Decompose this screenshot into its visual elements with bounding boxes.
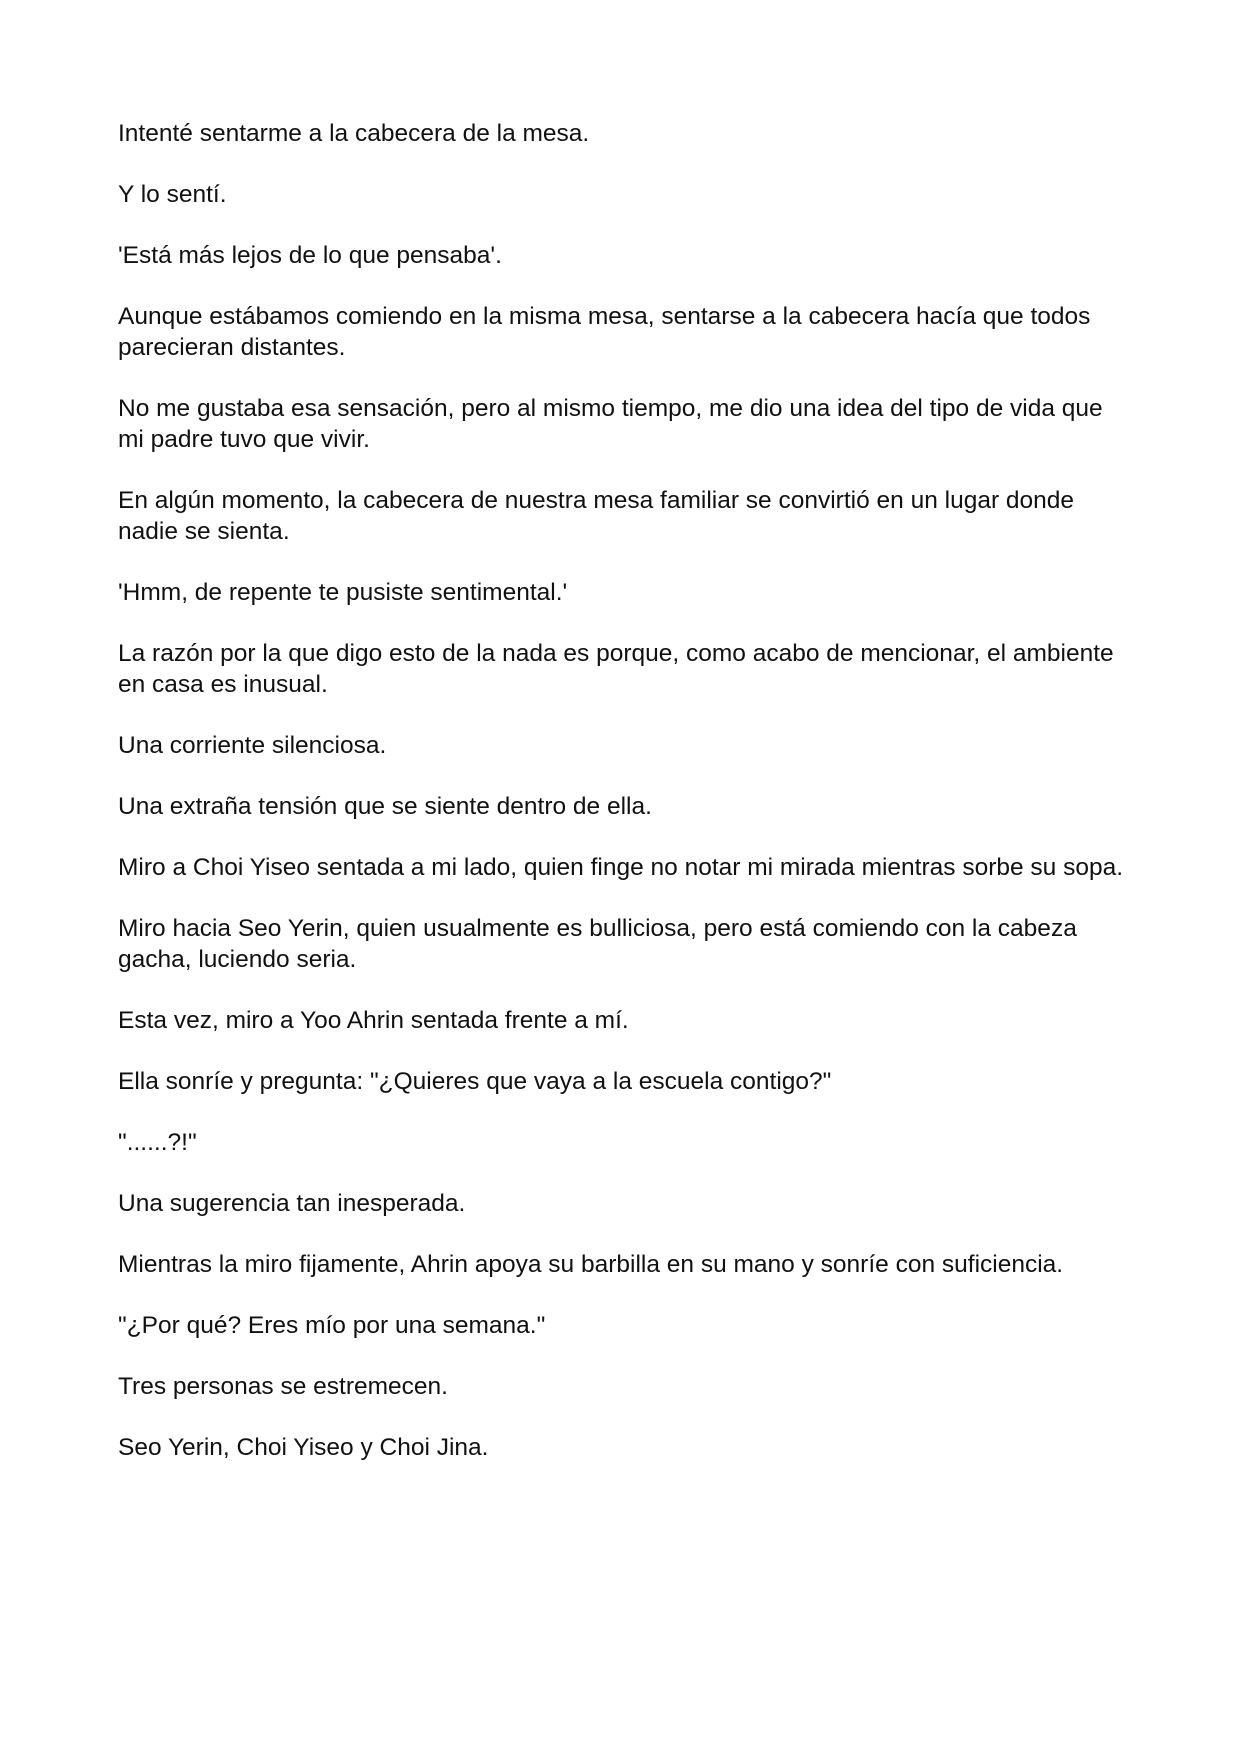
paragraph: 'Está más lejos de lo que pensaba'. — [118, 242, 502, 269]
paragraph: Ella sonríe y pregunta: "¿Quieres que vaya a la escuela contigo?" — [118, 1068, 832, 1095]
paragraph: Mientras la miro fijamente, Ahrin apoya su barbilla en su mano y sonríe con suficiencia. — [118, 1251, 1064, 1278]
paragraph: Tres personas se estremecen. — [118, 1373, 448, 1400]
paragraph: No me gustaba esa sensación, pero al mismo tiempo, me dio una idea del tipo de vida que mi padre tuvo que vivir. — [118, 395, 1103, 453]
document-body — [118, 118, 1128, 1493]
paragraph: Una extraña tensión que se siente dentro de ella. — [118, 793, 652, 820]
paragraph: "......?!" — [118, 1129, 197, 1156]
paragraph: Miro hacia Seo Yerin, quien usualmente es bulliciosa, pero está comiendo con la cabeza gacha, luciendo seria. — [118, 915, 1077, 973]
paragraph: Y lo sentí. — [118, 181, 227, 208]
paragraph: Esta vez, miro a Yoo Ahrin sentada frente a mí. — [118, 1007, 629, 1034]
paragraph: Aunque estábamos comiendo en la misma mesa, sentarse a la cabecera hacía que todos parecieran distantes. — [118, 303, 1091, 361]
paragraph: Intenté sentarme a la cabecera de la mesa. — [118, 120, 590, 147]
paragraph: La razón por la que digo esto de la nada es porque, como acabo de mencionar, el ambiente en casa es inusual. — [118, 640, 1114, 698]
paragraph: "¿Por qué? Eres mío por una semana." — [118, 1312, 546, 1339]
paragraph: 'Hmm, de repente te pusiste sentimental.' — [118, 579, 568, 606]
paragraph: Miro a Choi Yiseo sentada a mi lado, quien finge no notar mi mirada mientras sorbe su sopa. — [118, 854, 1124, 881]
paragraph: Una sugerencia tan inesperada. — [118, 1190, 466, 1217]
paragraph: Seo Yerin, Choi Yiseo y Choi Jina. — [118, 1434, 489, 1461]
paragraph: En algún momento, la cabecera de nuestra mesa familiar se convirtió en un lugar donde nadie se sienta. — [118, 487, 1075, 545]
paragraph: Una corriente silenciosa. — [118, 732, 387, 759]
